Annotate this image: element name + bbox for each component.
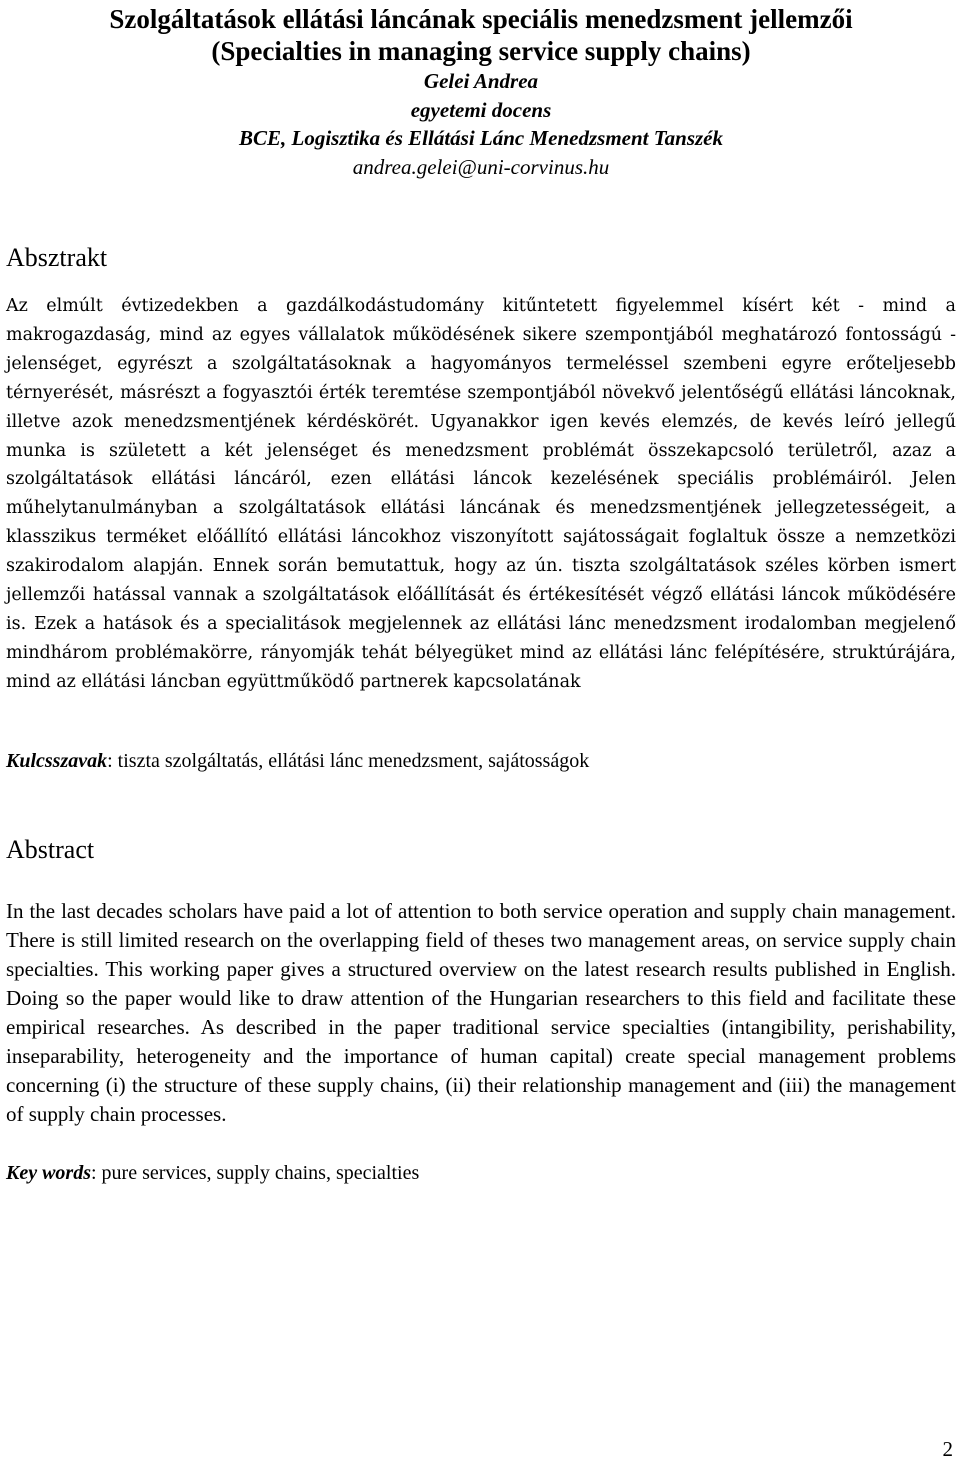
author-block (6, 67, 956, 181)
keywords-hu (6, 747, 956, 775)
author-name: Gelei Andrea (423, 69, 539, 93)
author-email[interactable]: andrea.gelei@uni-corvinus.hu (352, 154, 610, 179)
title-line-english: (Specialties in managing service supply chains) (211, 36, 751, 66)
keywords-hu-label: Kulcsszavak (6, 749, 108, 772)
paper-page (6, 0, 956, 1187)
keywords-en-text: : pure services, supply chains, specialties (91, 1161, 420, 1184)
keywords-hu-text: : tiszta szolgáltatás, ellátási lánc menedzsment, sajátosságok (107, 749, 590, 772)
abstract-hu-body: Az elmúlt évtizedekben a gazdálkodástudomány kitűntetett figyelemmel kísért két - mind a makrogazdaság, mind az egyes vállalatok működésének sikere szempontjából meghatározó fontosságú - jelenséget, egyrészt a szolgáltatásoknak a hagyományos termeléssel szembeni egyre erőteljesebb térnyerését, másrészt a fogyasztói érték teremtése szempontjából növekvő jelentőségű ellátási láncoknak, illetve azok menedzsmentjének kérdéskörét. Ugyanakkor igen kevés elemzés, de kevés leíró jellegű munka is született a két jelenséget és menedzsment problémát összekapcsoló területről, azaz a szolgáltatások ellátási láncáról, ezen ellátási láncok kezelésének speciális problémáiról. Jelen műhelytanulmányban a szolgáltatások ellátási láncának és menedzsmentjének jellegzetességeit, a klasszikus terméket előállító ellátási láncokhoz viszonyított sajátosságait foglaltuk össze a nemzetközi szakirodalom alapján. Ennek során bemutattuk, hogy az ún. tiszta szolgáltatások széles körben ismert jellemzői hatással vannak a szolgáltatások előállítását és értékesítését végző ellátási láncok működésére is. Ezek a hatások és a specialitások megjelennek az ellátási lánc menedzsment irodalomban megjelenő mindhárom problémakörre, rányomják tehát bélyegüket mind az ellátási lánc felépítésére, struktúrájára, mind az ellátási láncban együttműködő partnerek kapcsolatának (6, 296, 956, 692)
abstract-en-heading: Abstract (6, 834, 95, 864)
title-line-hungarian: Szolgáltatások ellátási láncának speciális menedzsment jellemzői (109, 4, 853, 34)
keywords-en (6, 1159, 956, 1187)
abstract-en-body: In the last decades scholars have paid a lot of attention to both service operation and supply chain management. There is still limited research on the overlapping field of theses two management areas, on service supply chain specialties. This working paper gives a structured overview on the latest research results published in English. Doing so the paper would like to draw attention of the Hungarian researchers to this field and facilitate these empirical researches. As described in the paper traditional service specialties (intangibility, perishability, inseparability, heterogeneity and the importance of human capital) create special management problems concerning (i) the structure of these supply chains, (ii) their relationship management and (iii) the management of supply chain processes. (6, 898, 956, 1126)
paper-title (6, 3, 956, 67)
author-position: egyetemi docens (410, 97, 552, 122)
author-affiliation: BCE, Logisztika és Ellátási Lánc Menedzsment Tanszék (238, 126, 724, 150)
page-number: 2 (942, 1437, 953, 1461)
abstract-hu-heading: Absztrakt (6, 243, 108, 272)
keywords-en-label: Key words (6, 1161, 91, 1184)
